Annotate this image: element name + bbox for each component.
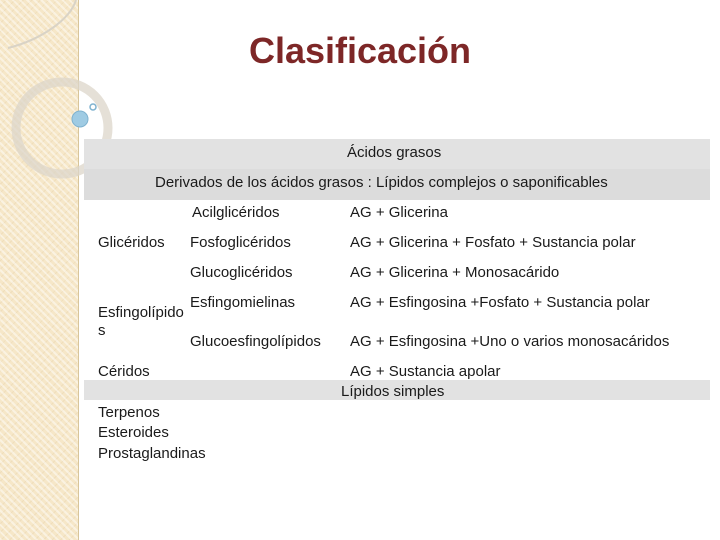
ceridos-composition: AG + Sustancia apolar <box>350 363 501 380</box>
esfingolipidos-group-label: Esfingolípido <box>98 304 184 321</box>
lipidos-simples-label: Lípidos simples <box>341 383 445 400</box>
derivados-label: Derivados de los ácidos grasos : Lípidos complejos o saponificables <box>155 174 608 191</box>
esfingomielinas-composition: AG + Esfingosina +Fosfato + Sustancia polar <box>350 294 650 311</box>
ceridos-label: Céridos <box>98 363 150 380</box>
fosfogliceridos-label: Fosfoglicéridos <box>190 234 291 251</box>
fosfogliceridos-composition: AG + Glicerina + Fosfato + Sustancia polar <box>350 234 636 251</box>
prostaglandinas-label: Prostaglandinas <box>98 445 206 462</box>
glucoesfingolipidos-label: Glucoesfingolípidos <box>190 333 321 350</box>
acilgliceridos-label: Acilglicéridos <box>192 204 280 221</box>
glucogliceridos-composition: AG + Glicerina + Monosacárido <box>350 264 560 281</box>
esfingolipidos-group-label-cont: s <box>98 322 106 339</box>
glucoesfingolipidos-composition: AG + Esfingosina +Uno o varios monosacáridos <box>350 333 670 350</box>
gliceridos-group-label: Glicéridos <box>98 234 165 251</box>
glucogliceridos-label: Glucoglicéridos <box>190 264 293 281</box>
acidos-grasos-label: Ácidos grasos <box>347 144 442 161</box>
esteroides-label: Esteroides <box>98 424 169 441</box>
page-title: Clasificación <box>248 30 472 71</box>
acilgliceridos-composition: AG + Glicerina <box>350 204 448 221</box>
esfingomielinas-label: Esfingomielinas <box>190 294 296 311</box>
decorative-sidebar <box>0 0 79 540</box>
terpenos-label: Terpenos <box>98 404 160 421</box>
